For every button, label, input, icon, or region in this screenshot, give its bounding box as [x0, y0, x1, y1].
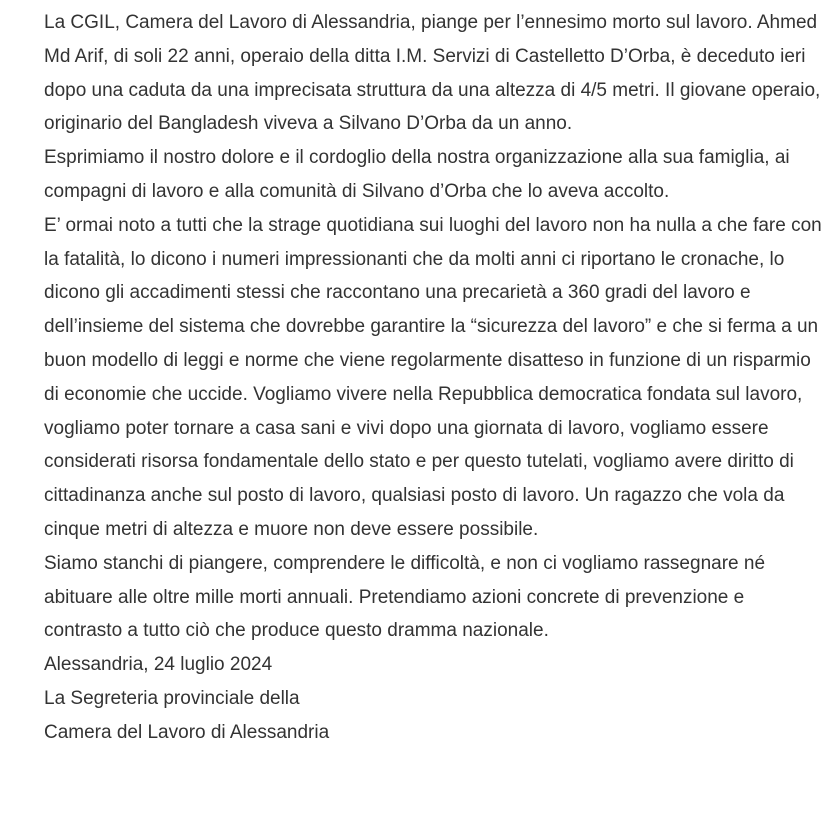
paragraph-announcement: La CGIL, Camera del Lavoro di Alessandria, piange per l’ennesimo morto sul lavoro. Ahmed Md Arif, di soli 22 anni, operaio della ditta I.M. Servizi di Castelletto D’Orba, è deceduto ieri dopo una caduta da una imprecisata struttura da una altezza di 4/5 metri. Il giovane operaio, originario del Bangladesh viveva a Silvano D’Orba da un anno.: [44, 12, 821, 135]
paragraph-statement: E’ ormai noto a tutti che la strage quotidiana sui luoghi del lavoro non ha nulla a che fare con la fatalità, lo dicono i numeri impressionanti che da molti anni ci riportano le cronache, lo dicono gli accadimenti stessi che raccontano una precarietà a 360 gradi del lavoro e dell’insieme del sistema che dovrebbe garantire la “sicurezza del lavoro” e che si ferma a un buon modello di leggi e norme che viene regolarmente disatteso in funzione di un risparmio di economie che uccide. Vogliamo vivere nella Repubblica democratica fondata sul lavoro, vogliamo poter tornare a casa sani e vivi dopo una giornata di lavoro, vogliamo essere considerati risorsa fondamentale dello stato e per questo tutelati, vogliamo avere diritto di cittadinanza anche sul posto di lavoro, qualsiasi posto di lavoro. Un ragazzo che vola da cinque metri di altezza e muore non deve essere possibile.: [44, 214, 822, 540]
place-date: Alessandria, 24 luglio 2024: [44, 654, 273, 676]
article-body: [44, 6, 824, 750]
signature-line-1: La Segreteria provinciale della: [44, 687, 300, 709]
paragraph-demands: Siamo stanchi di piangere, comprendere le difficoltà, e non ci vogliamo rassegnare né abituare alle oltre mille morti annuali. Pretendiamo azioni concrete di prevenzione e contrasto a tutto ciò che produce questo dramma nazionale.: [44, 552, 766, 642]
signature-line-2: Camera del Lavoro di Alessandria: [44, 721, 330, 743]
paragraph-condolences: Esprimiamo il nostro dolore e il cordoglio della nostra organizzazione alla sua famiglia, ai compagni di lavoro e alla comunità di Silvano d’Orba che lo aveva accolto.: [44, 147, 790, 202]
